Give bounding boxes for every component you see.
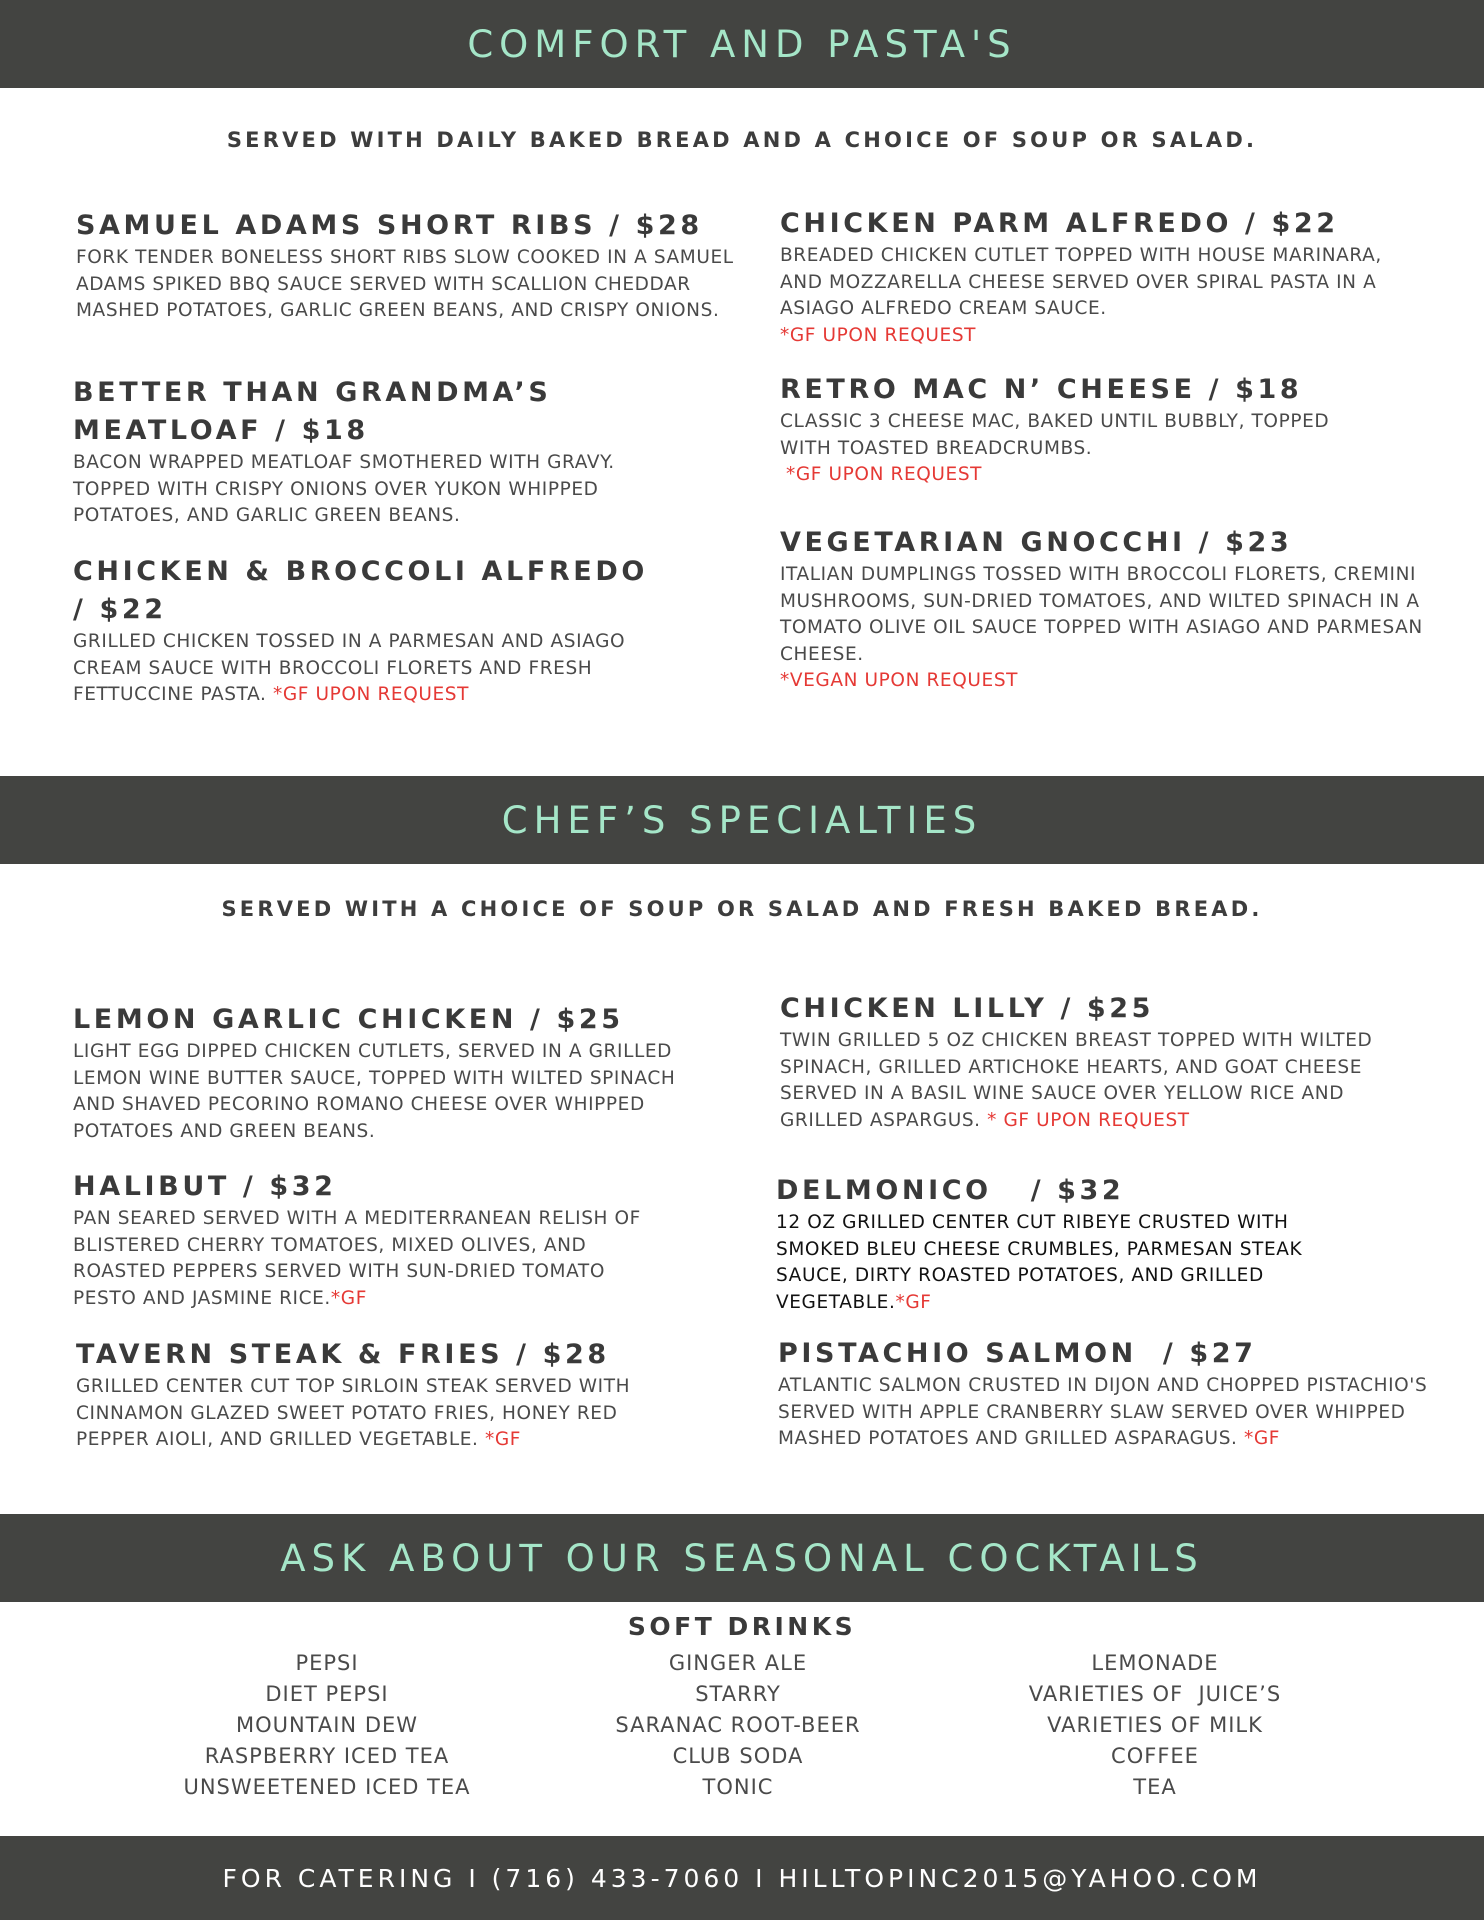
- dietary-note: *GF: [895, 1291, 932, 1313]
- dietary-note: * GF UPON REQUEST: [987, 1109, 1190, 1131]
- dietary-note: *GF: [485, 1429, 522, 1450]
- drinks-column-1: [137, 1648, 517, 1803]
- item-title: DELMONICO / $32: [776, 1175, 1125, 1206]
- item-title: CHICKEN LILLY / $25: [780, 993, 1155, 1024]
- section-header-cocktails: [0, 1514, 1484, 1602]
- item-description: [776, 1210, 1356, 1316]
- item-title: CHICKEN PARM ALFREDO / $22: [780, 208, 1339, 239]
- item-description: FORK TENDER BONELESS SHORT RIBS SLOW COOKED IN A SAMUEL ADAMS SPIKED BBQ SAUCE SERVED WITH SCALLION CHEDDAR MASHED POTATOES, GARLIC GREEN BEANS, AND CRISPY ONIONS.: [76, 247, 734, 321]
- item-desc-text: PAN SEARED SERVED WITH A MEDITERRANEAN RELISH OF BLISTERED CHERRY TOMATOES, MIXED OLIVES, AND ROASTED PEPPERS SERVED WITH SUN-DRIED TOMATO PESTO AND JASMINE RICE.: [73, 1208, 641, 1309]
- item-title: TAVERN STEAK & FRIES / $28: [76, 1339, 610, 1370]
- item-description: [778, 1373, 1428, 1453]
- menu-item-vegetarian-gnocchi: [780, 524, 1435, 695]
- item-desc-text: ATLANTIC SALMON CRUSTED IN DIJON AND CHOPPED PISTACHIO'S SERVED WITH APPLE CRANBERRY SLAW SERVED OVER WHIPPED MASHED POTATOES AND GRILLED ASPARAGUS.: [778, 1375, 1428, 1449]
- item-description: LIGHT EGG DIPPED CHICKEN CUTLETS, SERVED IN A GRILLED LEMON WINE BUTTER SAUCE, TOPPED WITH WILTED SPINACH AND SHAVED PECORINO ROMANO CHEESE OVER WHIPPED POTATOES AND GREEN BEANS.: [73, 1041, 676, 1142]
- section-title: CHEF’S SPECIALTIES: [501, 798, 983, 842]
- drink-item: VARIETIES OF JUICE’S: [1028, 1682, 1282, 1706]
- footer-band: [0, 1836, 1484, 1920]
- section-subtitle: SERVED WITH DAILY BAKED BREAD AND A CHOICE OF SOUP OR SALAD.: [226, 128, 1258, 152]
- drink-item: SARANAC ROOT-BEER: [615, 1713, 861, 1737]
- dietary-note: *VEGAN UPON REQUEST: [780, 670, 1019, 691]
- drink-item: MOUNTAIN DEW: [235, 1713, 419, 1737]
- item-description: BREADED CHICKEN CUTLET TOPPED WITH HOUSE MARINARA, AND MOZZARELLA CHEESE SERVED OVER SPIRAL PASTA IN A ASIAGO ALFREDO CREAM SAUCE.: [780, 245, 1382, 319]
- menu-item-short-ribs: [76, 207, 736, 325]
- item-desc-text: GRILLED CHICKEN TOSSED IN A PARMESAN AND ASIAGO CREAM SAUCE WITH BROCCOLI FLORETS AND FRESH FETTUCCINE PASTA.: [73, 631, 626, 705]
- drink-item: CLUB SODA: [672, 1744, 804, 1768]
- dietary-note: *GF: [1244, 1428, 1281, 1449]
- drink-item: GINGER ALE: [668, 1651, 808, 1675]
- item-description: [76, 1374, 636, 1454]
- menu-item-lemon-garlic-chicken: [73, 1001, 693, 1145]
- drink-item: PEPSI: [295, 1651, 359, 1675]
- item-title: BETTER THAN GRANDMA’S MEATLOAF / $18: [73, 377, 552, 446]
- drink-item: TONIC: [702, 1775, 774, 1799]
- item-description: [73, 629, 673, 709]
- dietary-note: *GF UPON REQUEST: [272, 684, 470, 705]
- item-title: LEMON GARLIC CHICKEN / $25: [73, 1004, 624, 1035]
- item-title: PISTACHIO SALMON / $27: [778, 1338, 1257, 1369]
- item-description: [780, 1028, 1430, 1134]
- section-title: ASK ABOUT OUR SEASONAL COCKTAILS: [280, 1536, 1204, 1580]
- item-description: BACON WRAPPED MEATLOAF SMOTHERED WITH GRAVY. TOPPED WITH CRISPY ONIONS OVER YUKON WHIPPED POTATOES, AND GARLIC GREEN BEANS.: [73, 452, 615, 526]
- item-description: ITALIAN DUMPLINGS TOSSED WITH BROCCOLI FLORETS, CREMINI MUSHROOMS, SUN-DRIED TOMATOES, AND WILTED SPINACH IN A TOMATO OLIVE OIL SAUCE TOPPED WITH ASIAGO AND PARMESAN CHEESE.: [780, 564, 1423, 665]
- menu-item-pistachio-salmon: [778, 1335, 1428, 1453]
- item-desc-text: 12 OZ GRILLED CENTER CUT RIBEYE CRUSTED WITH SMOKED BLEU CHEESE CRUMBLES, PARMESAN STEAK SAUCE, DIRTY ROASTED POTATOES, AND GRILLED VEGETABLE.: [776, 1212, 1303, 1313]
- drink-item: STARRY: [695, 1682, 781, 1706]
- section-subtitle: SERVED WITH A CHOICE OF SOUP OR SALAD AND FRESH BAKED BREAD.: [221, 897, 1263, 921]
- menu-item-chicken-lilly: [780, 990, 1430, 1134]
- drink-item: DIET PEPSI: [265, 1682, 389, 1706]
- drink-item: VARIETIES OF MILK: [1047, 1713, 1263, 1737]
- menu-item-delmonico: [776, 1172, 1356, 1316]
- drink-item: TEA: [1133, 1775, 1177, 1799]
- menu-item-halibut: [73, 1168, 653, 1312]
- section-header-chefs-specialties: [0, 776, 1484, 864]
- menu-item-meatloaf: [73, 374, 633, 530]
- drinks-column-3: [965, 1648, 1345, 1803]
- item-title: VEGETARIAN GNOCCHI / $23: [780, 527, 1293, 558]
- item-desc-text: GRILLED CENTER CUT TOP SIRLOIN STEAK SERVED WITH CINNAMON GLAZED SWEET POTATO FRIES, HONEY RED PEPPER AIOLI, AND GRILLED VEGETABLE.: [76, 1376, 631, 1450]
- dietary-note: *GF UPON REQUEST: [786, 464, 983, 485]
- menu-item-chicken-broccoli-alfredo: [73, 553, 673, 709]
- menu-item-retro-mac: [780, 371, 1340, 489]
- item-desc-text: TWIN GRILLED 5 OZ CHICKEN BREAST TOPPED WITH WILTED SPINACH, GRILLED ARTICHOKE HEARTS, AND GOAT CHEESE SERVED IN A BASIL WINE SAUCE OVER YELLOW RICE AND GRILLED ASPARGUS.: [780, 1030, 1373, 1131]
- item-description: [73, 1206, 653, 1312]
- drink-item: RASPBERRY ICED TEA: [204, 1744, 450, 1768]
- item-title: HALIBUT / $32: [73, 1171, 337, 1202]
- soft-drinks-title: SOFT DRINKS: [627, 1612, 857, 1641]
- drinks-column-2: [548, 1648, 928, 1803]
- menu-item-chicken-parm-alfredo: [780, 205, 1430, 349]
- dietary-note: *GF UPON REQUEST: [780, 324, 977, 346]
- drink-item: UNSWEETENED ICED TEA: [183, 1775, 471, 1799]
- item-title: RETRO MAC N’ CHEESE / $18: [780, 374, 1303, 405]
- dietary-note: *GF: [330, 1287, 367, 1309]
- item-description: CLASSIC 3 CHEESE MAC, BAKED UNTIL BUBBLY, TOPPED WITH TOASTED BREADCRUMBS.: [780, 411, 1330, 459]
- drink-item: COFFEE: [1111, 1744, 1199, 1768]
- section-header-comfort: [0, 0, 1484, 88]
- section-title: COMFORT AND PASTA'S: [467, 22, 1017, 66]
- item-title: SAMUEL ADAMS SHORT RIBS / $28: [76, 210, 703, 241]
- item-title: CHICKEN & BROCCOLI ALFREDO / $22: [73, 556, 648, 625]
- drink-item: LEMONADE: [1091, 1651, 1219, 1675]
- menu-item-tavern-steak: [76, 1336, 636, 1454]
- catering-contact: FOR CATERING I (716) 433-7060 I HILLTOPINC2015@YAHOO.COM: [222, 1863, 1262, 1893]
